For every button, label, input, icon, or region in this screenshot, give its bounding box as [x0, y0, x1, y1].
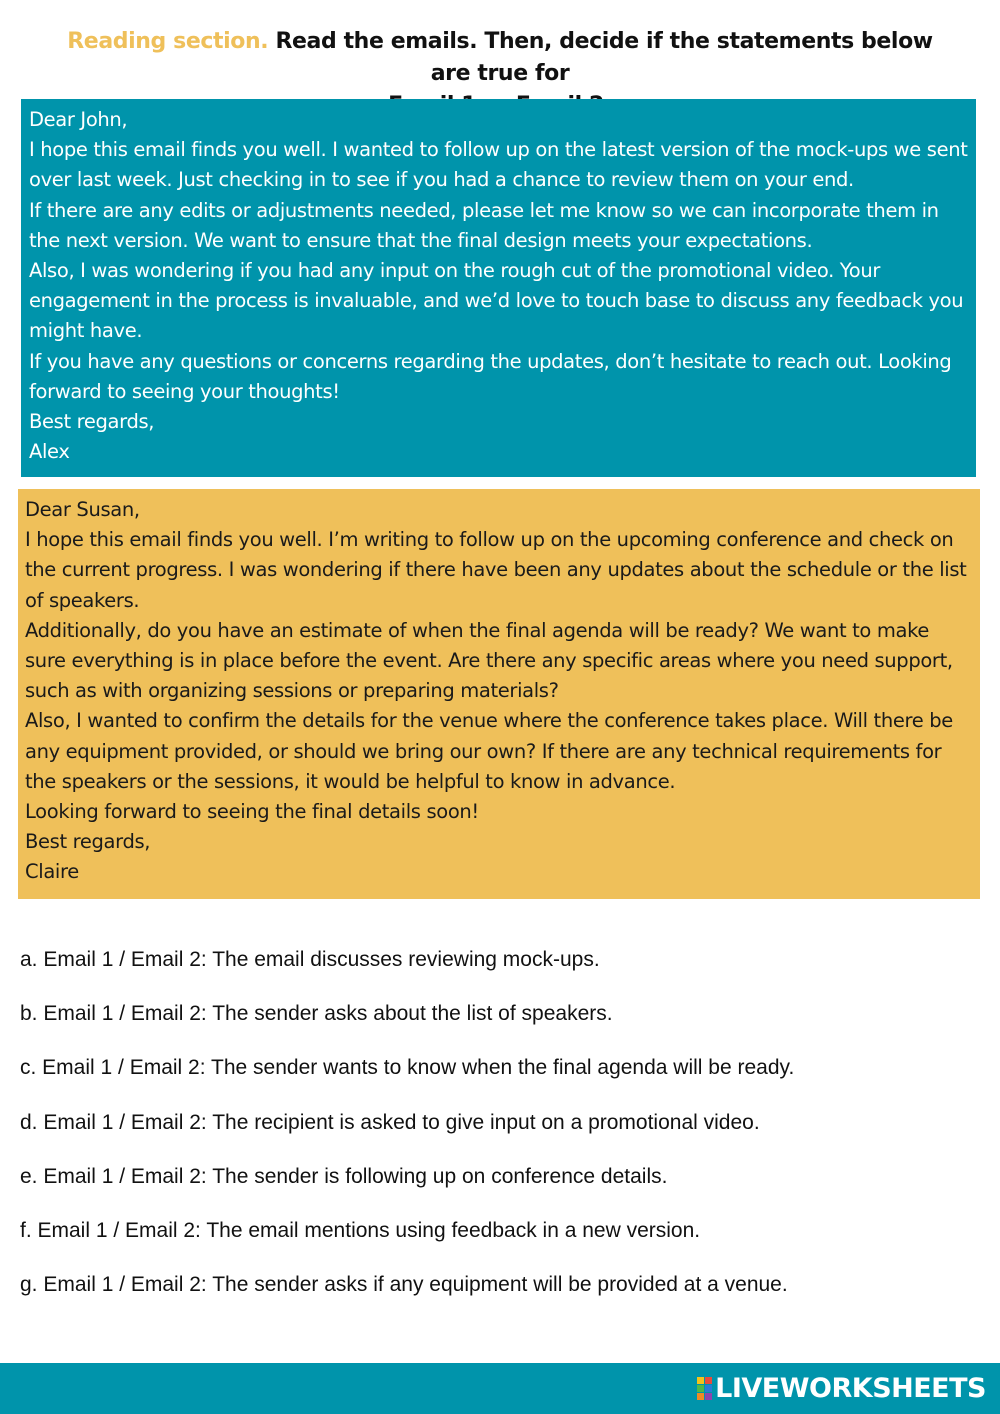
email-2-closing: Best regards, [25, 830, 151, 854]
section-label: Reading section. [67, 29, 269, 54]
logo-square [697, 1385, 704, 1392]
logo-square [705, 1393, 712, 1400]
liveworksheets-logo-icon [697, 1377, 712, 1400]
statement-a[interactable]: a. Email 1 / Email 2: The email discusses reviewing mock-ups. [20, 948, 600, 971]
statement-e[interactable]: e. Email 1 / Email 2: The sender is following up on conference details. [20, 1164, 668, 1188]
email-2-paragraph: Also, I wanted to confirm the details for the venue where the conference takes place. Will there be any equipment provided, or should we bring our own? If there are any technical requirements for the speakers or the sessions, it would be helpful to know in advance. [25, 709, 953, 793]
statement-d[interactable]: d. Email 1 / Email 2: The recipient is asked to give input on a promotional video. [20, 1110, 760, 1134]
email-2-paragraph: Additionally, do you have an estimate of when the final agenda will be ready? We want to make sure everything is in place before the event. Are there any specific areas where you need support, such as with organizing sessions or preparing materials? [25, 618, 953, 703]
logo-text: LIVEWORKSHEETS [715, 1373, 986, 1404]
email-2-greeting: Dear Susan, [25, 498, 140, 521]
statement-c[interactable]: c. Email 1 / Email 2: The sender wants to know when the final agenda will be ready. [20, 1056, 795, 1080]
logo-square [705, 1377, 712, 1384]
statement-g[interactable]: g. Email 1 / Email 2: The sender asks if any equipment will be provided at a venue. [20, 1273, 788, 1297]
email-1-signature: Alex [29, 440, 70, 464]
email-1-paragraph: If you have any questions or concerns regarding the updates, don’t hesitate to reach out. Looking forward to seeing your thoughts! [29, 349, 952, 403]
footer-bar [0, 1363, 1000, 1414]
email-1-paragraph: Also, I was wondering if you had any input on the rough cut of the promotional video. Your engagement in the process is invaluable, and we’d love to touch base to discuss any feedback you might have. [29, 259, 964, 343]
statement-b[interactable]: b. Email 1 / Email 2: The sender asks about the list of speakers. [20, 1002, 613, 1026]
email-1-closing: Best regards, [29, 410, 155, 434]
logo-square [697, 1393, 704, 1400]
email-2-signature: Claire [25, 860, 79, 884]
email-2-paragraph: Looking forward to seeing the final details soon! [25, 800, 479, 824]
logo-square [705, 1385, 712, 1392]
email-1-paragraph: If there are any edits or adjustments needed, please let me know so we can incorporate them in the next version. We want to ensure that the final design meets your expectations. [29, 198, 939, 252]
email-1-paragraph: I hope this email finds you well. I wanted to follow up on the latest version of the mock-ups we sent over last week. Just checking in to see if you had a chance to review them on your end. [29, 138, 968, 192]
statements-list [20, 942, 980, 1321]
logo-square [697, 1377, 704, 1384]
email-2-box [18, 489, 980, 899]
statement-f[interactable]: f. Email 1 / Email 2: The email mentions using feedback in a new version. [20, 1218, 701, 1242]
email-2-paragraph: I hope this email finds you well. I’m writing to follow up on the upcoming conference and check on the current progress. I was wondering if there have been any updates about the schedule or the list of speakers. [25, 528, 967, 612]
liveworksheets-logo[interactable] [697, 1373, 986, 1404]
email-1-greeting: Dear John, [29, 108, 128, 131]
instructions-line-1: Read the emails. Then, decide if the statements below are true for [275, 29, 933, 86]
email-1-box [21, 99, 976, 477]
